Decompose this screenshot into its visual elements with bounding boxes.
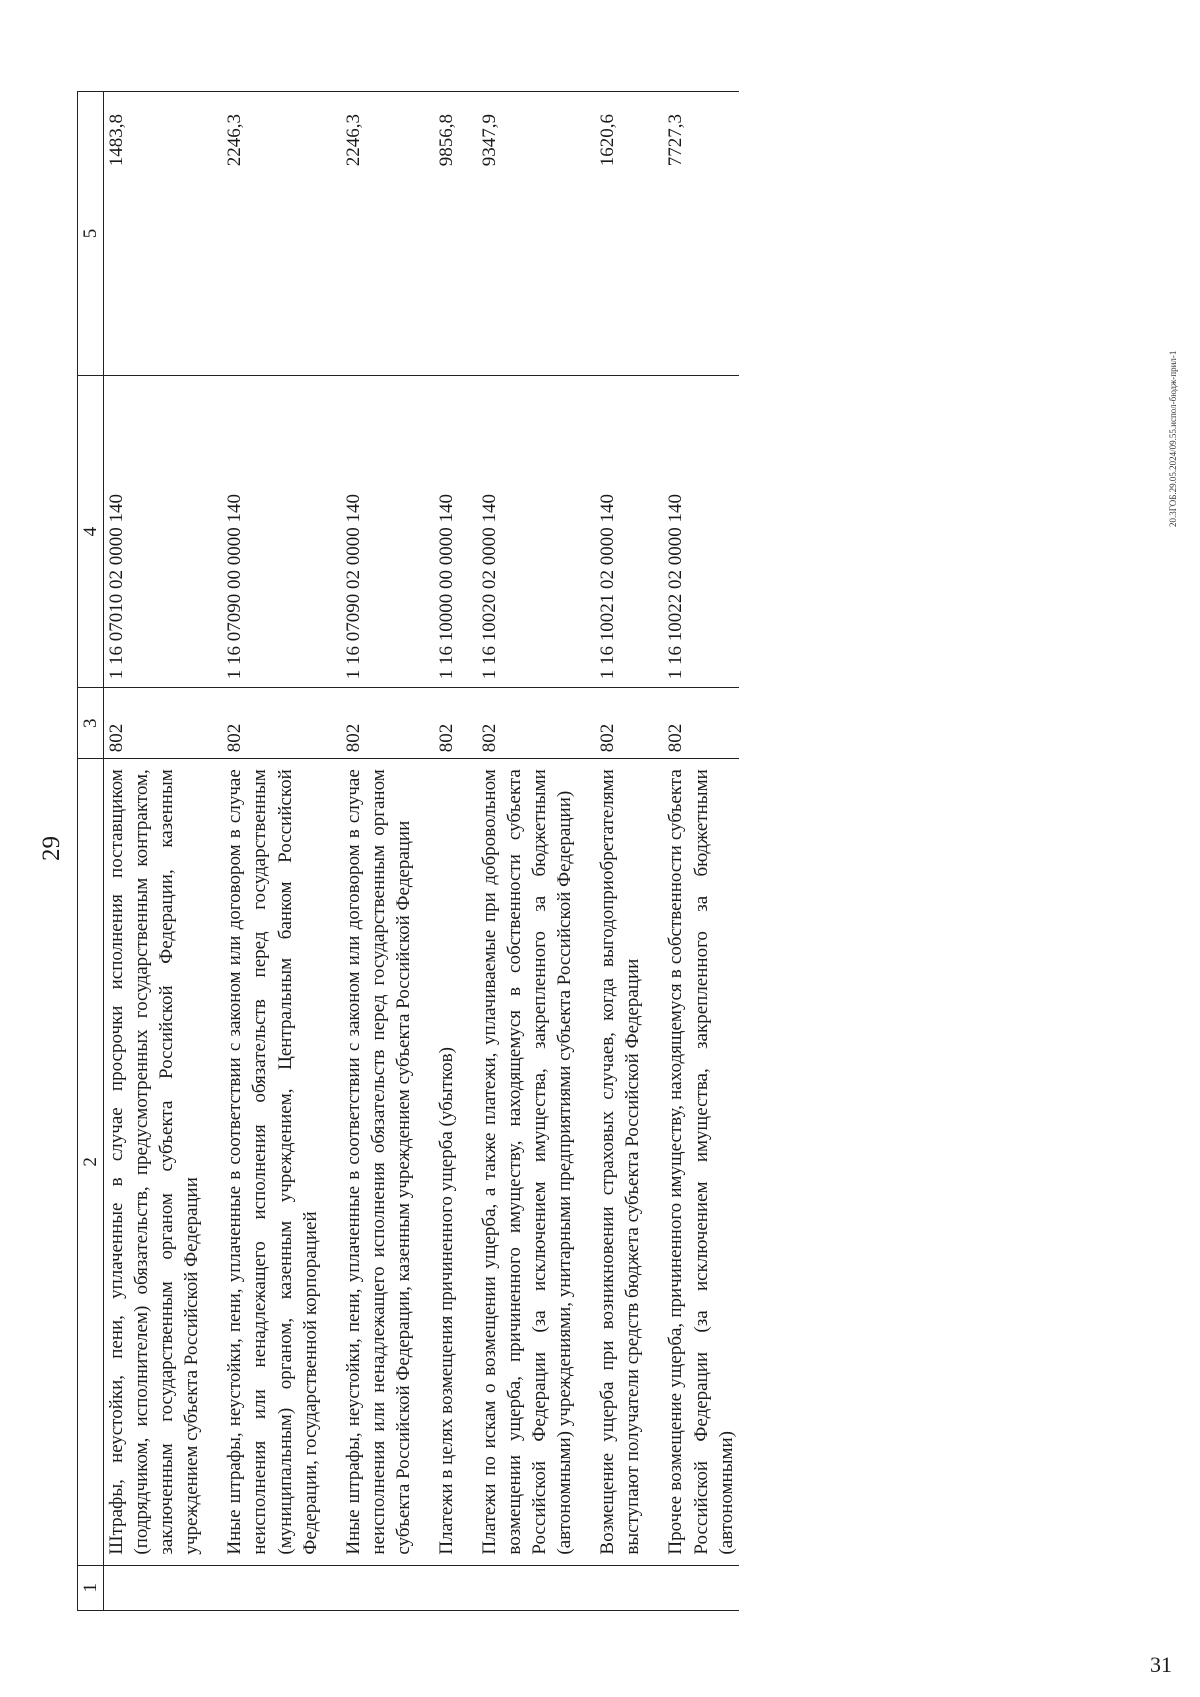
column-header-1: 1 [78,1565,104,1610]
amount-cell: 9856,8 [434,92,477,376]
table-row [341,92,434,1611]
budget-code-cell: 1 16 07010 02 0000 140 [104,375,223,687]
row-number-cell [434,1565,477,1610]
column-header-2: 2 [78,759,104,1565]
row-number-cell [663,1565,738,1610]
budget-code-cell: 1 16 10000 00 0000 140 [434,375,477,687]
table-row [434,92,477,1611]
column-header-3: 3 [78,688,104,759]
table-row [104,92,223,1611]
amount-cell: 9347,9 [477,92,595,376]
budget-code-cell: 1 16 07090 00 0000 140 [222,375,340,687]
column-header-4: 4 [78,375,104,687]
amount-cell: 7727,3 [663,92,738,376]
description-cell: Иные штрафы, неустойки, пени, уплаченные в соответствии с законом или договором в случае неисполнения или ненадлежащего исполнения обязательств перед государственным (муниципальным) органом, казенным учреждением, Центральным банком Российской Федерации, государственной корпорацией [222,759,340,1565]
amount-cell: 2246,3 [222,92,340,376]
budget-code-cell: 1 16 10021 02 0000 140 [595,375,663,687]
row-number-cell [595,1565,663,1610]
description-cell: Иные штрафы, неустойки, пени, уплаченные в соответствии с законом или договором в случае неисполнения или ненадлежащего исполнения обязательств перед государственным органом субъекта Российской Федерации, казенным учреждением субъекта Российской Федерации [341,759,434,1565]
admin-code-cell: 802 [663,688,738,759]
table-header-row [78,92,104,1611]
row-number-cell [222,1565,340,1610]
amount-cell: 1483,8 [104,92,223,376]
admin-code-cell: 802 [595,688,663,759]
admin-code-cell: 802 [222,688,340,759]
description-cell: Платежи в целях возмещения причиненного ущерба (убытков) [434,759,477,1565]
amount-cell: 1620,6 [595,92,663,376]
table-row [595,92,663,1611]
document-footer-code: 20.3ГОБ.29.05.2024/09.55.испол-бюдж-прил-1 [1168,350,1178,527]
table-row [222,92,340,1611]
table-row [663,92,738,1611]
row-number-cell [341,1565,434,1610]
description-cell: Прочее возмещение ущерба, причиненного имуществу, находящемуся в собственности субъекта Российской Федерации (за исключением имущества, закрепленного за бюджетными (автономными) [663,759,738,1565]
budget-code-cell: 1 16 07090 02 0000 140 [341,375,434,687]
budget-code-cell: 1 16 10022 02 0000 140 [663,375,738,687]
description-cell: Штрафы, неустойки, пени, уплаченные в случае просрочки исполнения поставщиком (подрядчиком, исполнителем) обязательств, предусмотренных государственным контрактом, заключенным государственным органом субъекта Российской Федерации, казенным учреждением субъекта Российской Федерации [104,759,223,1565]
description-cell: Возмещение ущерба при возникновении страховых случаев, когда выгодоприобретателями выступают получатели средств бюджета субъекта Российской Федерации [595,759,663,1565]
column-header-5: 5 [78,92,104,376]
table-row [477,92,595,1611]
outer-page-number: 31 [1150,1652,1172,1677]
budget-code-cell: 1 16 10020 02 0000 140 [477,375,595,687]
revenue-table [77,91,739,1611]
admin-code-cell: 802 [104,688,223,759]
amount-cell: 2246,3 [341,92,434,376]
admin-code-cell: 802 [477,688,595,759]
admin-code-cell: 802 [341,688,434,759]
description-cell: Платежи по искам о возмещении ущерба, а также платежи, уплачиваемые при добровольном возмещении ущерба, причиненного имуществу, находящемуся в собственности субъекта Российской Федерации (за исключением имущества, закрепленного за бюджетными (автономными) учреждениями, унитарными предприятиями субъекта Российской Федерации) [477,759,595,1565]
admin-code-cell: 802 [434,688,477,759]
page-number: 29 [38,836,65,861]
row-number-cell [477,1565,595,1610]
row-number-cell [104,1565,223,1610]
